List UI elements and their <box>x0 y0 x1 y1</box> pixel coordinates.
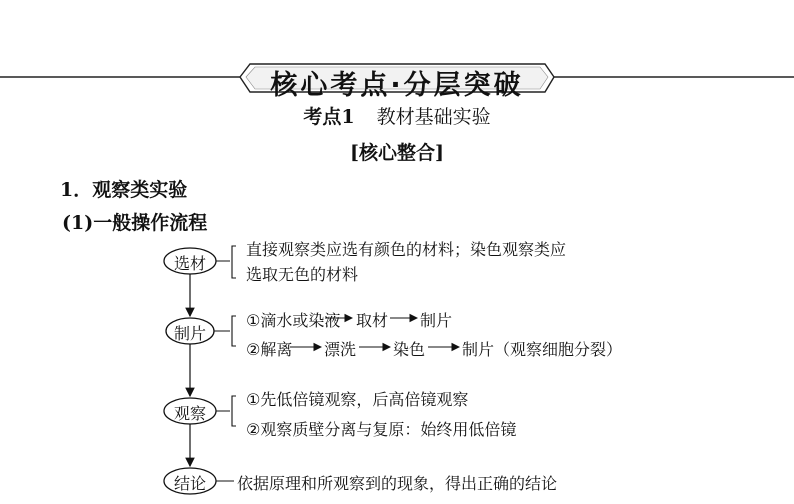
observe-desc-line-1: ①先低倍镜观察，后高倍镜观察 <box>246 390 469 409</box>
subsection-heading: (1)一般操作流程 <box>62 212 208 234</box>
select-desc-line-2: 选取无色的材料 <box>246 265 359 284</box>
brace-slide <box>214 316 236 346</box>
integration-heading: [核心整合] <box>350 142 444 164</box>
slide-step-2: 取材 <box>356 311 389 330</box>
observe-desc-line-2: ②观察质壁分离与复原：始终用低倍镜 <box>246 420 517 439</box>
point-title: 教材基础实验 <box>376 106 491 128</box>
conclusion-desc: 依据原理和所观察到的现象，得出正确的结论 <box>237 474 558 493</box>
point-label: 考点1 <box>303 106 355 128</box>
slide-step-5: 漂洗 <box>324 340 357 359</box>
node-label-slide: 制片 <box>173 324 206 343</box>
slide-step-1: ①滴水或染液 <box>246 311 341 330</box>
brace-select <box>216 246 236 278</box>
slide-step-6: 染色 <box>393 340 426 359</box>
node-label-observe: 观察 <box>173 404 206 423</box>
slide-step-4: ②解离 <box>246 340 293 359</box>
slide-step-7: 制片（观察细胞分裂） <box>462 340 623 359</box>
select-desc-line-1: 直接观察类应选有颜色的材料；染色观察类应 <box>246 240 567 259</box>
brace-observe <box>216 396 236 426</box>
node-label-conclusion: 结论 <box>173 474 206 493</box>
node-label-select: 选材 <box>173 254 206 273</box>
slide-step-3: 制片 <box>420 311 453 330</box>
section-heading: 1．观察类实验 <box>60 179 188 201</box>
banner-title: 核心考点·分层突破 <box>270 70 524 101</box>
